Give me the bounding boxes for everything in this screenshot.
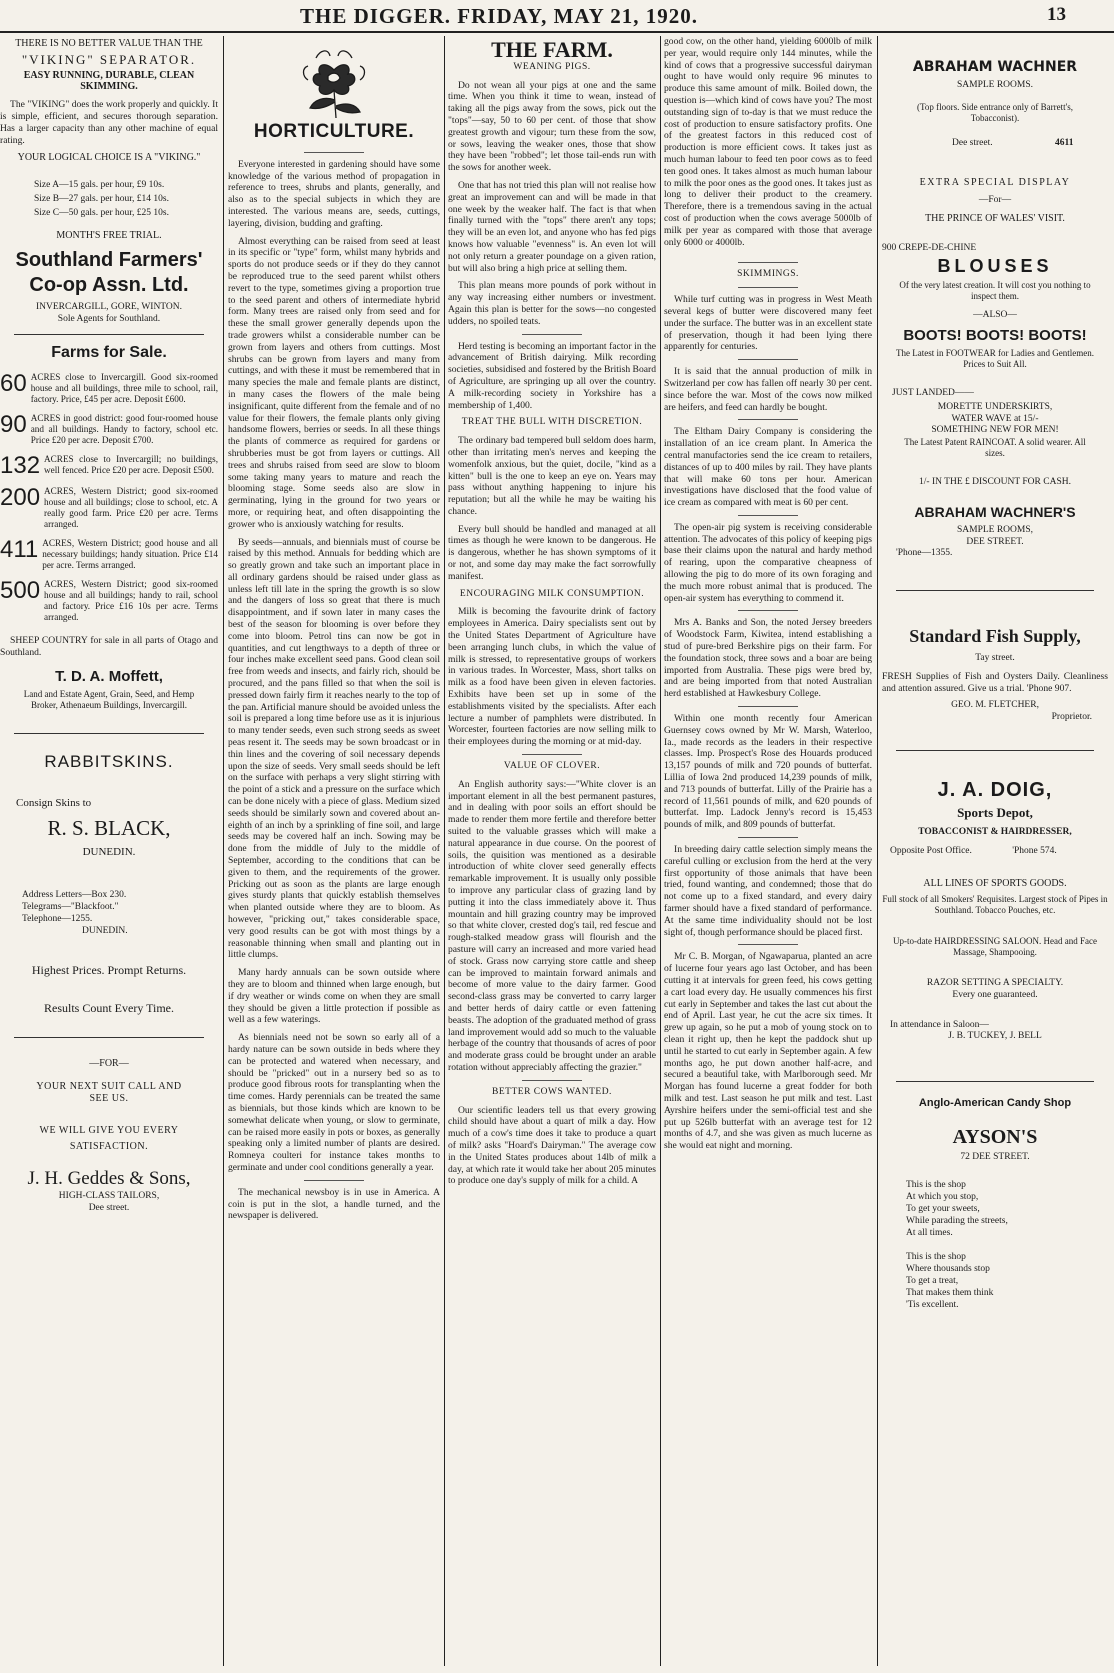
viking-ad bbox=[0, 38, 218, 326]
divider bbox=[896, 1081, 1094, 1082]
viking-size: Size A—15 gals. per hour, £9 10s. bbox=[34, 180, 165, 191]
farm-listing bbox=[0, 579, 218, 623]
doig-depot: Sports Depot, bbox=[957, 804, 1033, 820]
wachner-for: —For— bbox=[978, 195, 1012, 206]
column-3 bbox=[448, 36, 656, 1666]
aysons-verse1 bbox=[882, 1179, 1108, 1239]
aysons-verse-line: At all times. bbox=[906, 1228, 953, 1239]
page-number: 13 bbox=[1047, 4, 1066, 25]
divider bbox=[14, 733, 204, 734]
cows-heading: BETTER COWS WANTED. bbox=[492, 1086, 612, 1097]
rabbitskins-telephone: Telephone—1255. bbox=[22, 913, 93, 924]
column-rule bbox=[223, 36, 224, 1666]
column-rule bbox=[877, 36, 878, 1666]
fish-role: Proprietor. bbox=[1051, 712, 1092, 723]
rabbitskins-title: RABBITSKINS. bbox=[44, 751, 174, 771]
wachner-street2: DEE STREET. bbox=[966, 536, 1024, 547]
cows-continued-paragraph: good cow, on the other hand, yielding 6000lb of milk per year, would require only 144 minutes, while the kind of cows that a progressive successful dairyman ought to have would only require 96 minutes to produce this same amount of milk. Boiled down, the question is—which kind of cows have you? The most outstanding sign of to-day is that we must reduce the cost of production to ensure satisfactory profits. One of the greatest factors in this reduced cost of production is more efficient cows. It takes just as much human labour to feed ten poor cows as to feed ten good ones. It takes almost as much human labour to milk the poor ones as the good ones. It takes just as long to deliver their product to the creamery. Therefore, there is a tremendous saving in the actual cost of production when the cows average 5000lb of milk per year as compared with those that average only 6000 or 4000lb. bbox=[664, 36, 872, 248]
doig-opposite: Opposite Post Office. bbox=[890, 846, 972, 857]
farm-text: ACRES in good district: good four-roomed house and all buildings. Handy to factory, school etc. Price £20 per acre. Deposit £700. bbox=[30, 413, 218, 446]
divider bbox=[304, 1180, 364, 1181]
geddes-ad bbox=[0, 1058, 218, 1215]
farms-agent-name: T. D. A. Moffett, bbox=[55, 667, 163, 685]
farm-text: ACRES close to Invercargill; no buildings, well fenced. Price £20 per acre. Deposit £500. bbox=[44, 454, 218, 476]
wachner-extra: EXTRA SPECIAL DISPLAY bbox=[919, 177, 1071, 189]
divider bbox=[896, 590, 1094, 591]
divider bbox=[738, 419, 798, 420]
rabbitskins-city: DUNEDIN. bbox=[82, 846, 136, 859]
aysons-verse-line: Where thousands stop bbox=[906, 1264, 990, 1275]
farm-acres: 200 bbox=[0, 484, 41, 512]
skimmings-paragraph: While turf cutting was in progress in West Meath several kegs of butter were discovered many feet under the surface. The butter was in an excellent state of preservation, though it had been lying there apparently for centuries. bbox=[664, 294, 872, 353]
fish-name: Standard Fish Supply, bbox=[909, 626, 1081, 647]
aysons-verse-line: This is the shop bbox=[906, 1180, 966, 1191]
aysons-verse-line: At which you stop, bbox=[906, 1192, 979, 1203]
viking-size: Size C—50 gals. per hour, £25 10s. bbox=[34, 208, 169, 219]
divider bbox=[896, 750, 1094, 751]
rabbitskins-results: Results Count Every Time. bbox=[43, 1000, 174, 1015]
divider bbox=[522, 334, 582, 335]
rabbitskins-prices: Highest Prices. Prompt Returns. bbox=[31, 962, 187, 977]
divider bbox=[522, 1080, 582, 1081]
geddes-street: Dee street. bbox=[88, 1202, 130, 1213]
wachner-crepe: 900 CREPE-DE-CHINE bbox=[882, 242, 977, 253]
farms-agent-desc: Land and Estate Agent, Grain, Seed, and Hemp Broker, Athenaeum Buildings, Invercargill. bbox=[23, 688, 195, 710]
horticulture-paragraph: As biennials need not be sown so early all of a hardy nature can be sown outside in beds where they can be protected and watered when necessary, and should be "pricked" out in a nursery bed so as to produce good fibrous roots for transplanting when the time comes. Hardy perennials can be treated the same as biennials, but those kinds which are known to be somewhat delicate when young, or slow to germinate, can be raised more easily in pots or boxes, as generally speaking only a limited number of plants are desired. Romneya coulteri for instance takes months to germinate and under cool conditions generally a year. bbox=[228, 1032, 440, 1173]
farm-acres: 411 bbox=[0, 536, 39, 564]
divider bbox=[738, 515, 798, 516]
rabbitskins-telegrams: Telegrams—"Blackfoot." bbox=[22, 901, 119, 912]
horticulture-paragraph: Many hardy annuals can be sown outside where they are to bloom and thinned when large enough, but if dry weather or winds come on when they are small they should be given a little protection if possible as well as a few waterings. bbox=[228, 967, 440, 1026]
clover-heading: VALUE OF CLOVER. bbox=[503, 761, 601, 772]
divider bbox=[738, 706, 798, 707]
skimmings-paragraph: The Eltham Dairy Company is considering the installation of an ice cream plant. In America the central manufactories send the ice cream to retailers, distances of up to 400 miles by rail. They have plants that will make 60 tons per hour. American investigations have disclosed that the food value of ice cream as compared with meat is 60 per cent. bbox=[664, 426, 872, 509]
aysons-verse-line: While parading the streets, bbox=[906, 1216, 1008, 1227]
farm-text: ACRES, Western District; good six-roomed house and all buildings; handy to rail, school and factory. Price £16 10s per acre. Terms arranged. bbox=[44, 579, 218, 623]
wachner-also: —ALSO— bbox=[973, 310, 1017, 321]
weaning-paragraph: Do not wean all your pigs at one and the same time. When you think it time to wean, instead of taking all the pigs away from the sows, pick out the "tops"—say, 50 to 60 per cent. of those that show greatest growth and vigour; turn these from the sow, or sows, leaving the weaker ones, those that show they have been "robbed"; let those tail-ends run with the sows for another week. bbox=[448, 79, 656, 174]
viking-size: Size B—27 gals. per hour, £14 10s. bbox=[34, 194, 169, 205]
column-rule bbox=[444, 36, 445, 1666]
aysons-street: 72 DEE STREET. bbox=[960, 1151, 1030, 1162]
viking-tagline: EASY RUNNING, DURABLE, CLEAN SKIMMING. bbox=[23, 69, 195, 93]
wachner-discount: 1/- IN THE £ DISCOUNT FOR CASH. bbox=[919, 477, 1071, 488]
masthead-rule bbox=[0, 31, 1114, 33]
rabbitskins-city2: DUNEDIN. bbox=[82, 925, 128, 936]
skimmings-paragraph: It is said that the annual production of milk in Switzerland per cow has fallen off nearly 30 per cent. since before the war. Most of the cows now milked are heifers, and feed can hardly be bought. bbox=[664, 366, 872, 413]
column-2 bbox=[228, 36, 440, 1666]
rabbitskins-name: R. S. BLACK, bbox=[47, 816, 171, 841]
divider bbox=[14, 1037, 204, 1038]
milk-heading: ENCOURAGING MILK CONSUMPTION. bbox=[459, 588, 645, 599]
wachner-footwear: The Latest in FOOTWEAR for Ladies and Gentlemen. Prices to Suit All. bbox=[896, 347, 1094, 369]
skimmings-paragraph: In breeding dairy cattle selection simply means the careful culling or exclusion from the herd at the very first opportunity of those animals that have been tried, found wanting, and condemned; those that do not come up to a fixed standard, and every dairy farmer should have a fixed standard of performance. At the same time individuality should not be lost sight of, though performance should be placed first. bbox=[664, 844, 872, 938]
divider bbox=[738, 287, 798, 288]
viking-towns: INVERCARGILL, GORE, WINTON. bbox=[35, 301, 183, 312]
doig-razor: RAZOR SETTING A SPECIALTY. bbox=[926, 977, 1064, 988]
aysons-verse-line: That makes them think bbox=[906, 1288, 994, 1299]
doig-lines: ALL LINES OF SPORTS GOODS. bbox=[923, 878, 1067, 890]
farm-text: ACRES close to Invercargill. Good six-roomed house and all buildings, three mile to school, rail, factory. Price, £45 per acre. Deposit £600. bbox=[30, 372, 218, 405]
divider bbox=[14, 334, 204, 335]
fish-owner: GEO. M. FLETCHER, bbox=[951, 700, 1039, 711]
skimmings-paragraph: The open-air pig system is receiving considerable attention. The advocates of this policy of keeping pigs base their claims upon the natural and hardy method of rearing, upon the comparative cheapness of allowing the pig to do more of its own foraging and the much more robust animal that is produced. The open-air system has everything to commend it. bbox=[664, 521, 872, 604]
divider bbox=[738, 610, 798, 611]
viking-agents: Sole Agents for Southland. bbox=[57, 313, 161, 324]
wachner-landed: JUST LANDED—— bbox=[892, 387, 974, 398]
doig-trade: TOBACCONIST & HAIRDRESSER, bbox=[918, 826, 1072, 837]
divider bbox=[738, 262, 798, 263]
herd-testing-paragraph: Herd testing is becoming an important factor in the advancement of British dairying. Milk recording societies, subsidised and fostered by the British Board of Agriculture, are springing up all over the country. A milk-recording society in Yorkshire has a membership of 1,400. bbox=[448, 340, 656, 411]
divider bbox=[304, 152, 364, 153]
column-1 bbox=[0, 36, 218, 1666]
aysons-verse2 bbox=[882, 1251, 1108, 1311]
viking-line1: THERE IS NO BETTER VALUE THAN THE bbox=[15, 38, 203, 49]
newsboy-paragraph: The mechanical newsboy is in use in America. A coin is put in the slot, a handle turned, and the newspaper is delivered. bbox=[228, 1186, 440, 1222]
rose-illustration-icon bbox=[294, 40, 374, 120]
aysons-verse-line: To get your sweets, bbox=[906, 1204, 980, 1215]
doig-phone: 'Phone 574. bbox=[1012, 846, 1057, 857]
skimmings-paragraph: Within one month recently four American Guernsey cows owned by Mr W. Marsh, Waterloo, Ia., made records as the leaders in their respective classes. Imp. Prospect's Rose des Houards produced 13,157 pounds of milk and 720 pounds of butterfat. Lillia of Iowa 2nd produced 14,239 pounds of milk, and 713 pounds of butterfat. Lilly of the Prairie has a record of 11,561 pounds of milk, and 620 pounds of butterfat. Imp. Ladock Jenny's record is 15,453 pounds of milk, and 809 pounds of butterfat. bbox=[664, 713, 872, 831]
viking-body: The "VIKING" does the work properly and quickly. It is simple, efficient, and secures thorough separation. Has a larger capacity than any other machine of equal rating. bbox=[0, 99, 218, 146]
wachner-phone: 'Phone—1355. bbox=[896, 548, 953, 559]
wachner-blouses: BLOUSES bbox=[937, 255, 1053, 276]
fish-street: Tay street. bbox=[975, 652, 1015, 663]
doig-ad bbox=[882, 778, 1108, 1043]
column-5 bbox=[882, 36, 1108, 1666]
rabbitskins-ad bbox=[0, 751, 218, 1015]
weaning-paragraph: This plan means more pounds of pork without in any way increasing either numbers or investment. Again this plan is better for the sows—no congested udders, no spoiled teats. bbox=[448, 280, 656, 327]
fish-body: FRESH Supplies of Fish and Oysters Daily. Cleanliness and attention assured. Give us a trial. 'Phone 907. bbox=[882, 670, 1108, 694]
viking-name: "VIKING" SEPARATOR. bbox=[21, 51, 197, 67]
doig-attend: In attendance in Saloon— bbox=[890, 1019, 989, 1030]
farm-title: THE FARM. bbox=[491, 37, 613, 62]
masthead bbox=[0, 0, 1114, 30]
farms-ad bbox=[0, 343, 218, 711]
farm-listing bbox=[0, 454, 218, 478]
bull-paragraph: Every bull should be handled and managed at all times as though he were known to be dangerous. He is dangerous, whether he has shown symptoms of it or not, and some day may make the fact sorrowfully manifest. bbox=[448, 523, 656, 582]
farm-listing bbox=[0, 372, 218, 405]
wachner-name2: ABRAHAM WACHNER'S bbox=[914, 503, 1076, 520]
horticulture-paragraph: Everyone interested in gardening should have some knowledge of the various method of propagation in reference to trees, shrubs and plants, generally, and also as to the special subjects in which they are interested. The various means are, seeds, cuttings, layering, division, budding and grafting. bbox=[228, 158, 440, 229]
viking-sizes bbox=[0, 178, 218, 220]
wachner-visit: THE PRINCE OF WALES' VISIT. bbox=[925, 212, 1065, 224]
column-rule bbox=[660, 36, 661, 1666]
horticulture-title: HORTICULTURE. bbox=[253, 121, 415, 142]
aysons-verse-line: 'Tis excellent. bbox=[906, 1300, 959, 1311]
wachner-boots: BOOTS! BOOTS! BOOTS! bbox=[903, 327, 1087, 345]
wachner-water: WATER WAVE at 15/- bbox=[951, 413, 1039, 424]
farm-text: ACRES, Western District; good six-roomed house and all buildings; close to school, etc. A really good farm. Price £20 per acre. Terms arranged. bbox=[44, 486, 218, 530]
clover-paragraph: An English authority says:—"White clover is an important element in all the best permanent pastures, and in dealing with poor soils an effort should be made to render them more fertile and therefore better suited to the valuable grasses which will make a natural appearance in due course. On the poorest of soils, the quisition was mentioned as a desirable introduction of white clover seed generally effects remarkable improvement. It is usually only possible to improve any particular class of grazing land by putting it into the class immediately above it. Thus mountain and hill grazing country may be improved so that white clover, crested dog's tail, red fescue and rough-stalked meadow grass will flourish and the pasture will carry an increased and more varied head of stock. Grass now carrying store cattle and sheep can be improved to maintain forward animals and become of more value to the dairy farmer. Good second-class grass may be converted to carry larger and better herds of dairy cattle or even fattening beasts. The adoption of the graduated method of grass land improvement would add so much to the valuable herbage of the country that thousands of acres of poor and moderate grass could be brought under an arable rotation without appreciably affecting the grazier." bbox=[448, 778, 656, 1073]
wachner-code: 4611 bbox=[1055, 137, 1074, 148]
wachner-raincoat: The Latest Patent RAINCOAT. A solid wearer. All sizes. bbox=[904, 437, 1086, 459]
divider bbox=[738, 359, 798, 360]
farm-listing bbox=[0, 538, 218, 571]
bull-paragraph: The ordinary bad tempered bull seldom does harm, other than irritating men's nerves and keeping the womenfolk anxious, but the quiet, docile, "kind as a kitten" bull is the one to keep an eye on. Years may pass without anything happening to injure his reputation; but all the while he may be waiting his chance. bbox=[448, 435, 656, 517]
geddes-desc: HIGH-CLASS TAILORS, bbox=[58, 1190, 160, 1201]
skimmings-paragraph: Mrs A. Banks and Son, the noted Jersey breeders of Woodstock Farm, Kiwitea, intend establishing a stud of pure-bred Berkshire pigs on their farm. For the foundation stock, three sows and a boar are being imported from Australia. These pigs were bred by, and are being imported from that noted Australian herd established at Hawkesbury College. bbox=[664, 617, 872, 700]
rabbitskins-consign: Consign Skins to bbox=[16, 796, 92, 809]
doig-names: J. B. TUCKEY, J. BELL bbox=[948, 1031, 1042, 1042]
doig-every: Every one guaranteed. bbox=[952, 989, 1038, 1000]
farm-listing bbox=[0, 413, 218, 446]
fish-ad bbox=[882, 626, 1108, 724]
doig-hair: Up-to-date HAIRDRESSING SALOON. Head and Face Massage, Shampooing. bbox=[893, 935, 1097, 957]
horticulture-paragraph: Almost everything can be raised from seed at least in its specific or "type" form, whilst many hybrids and sports do not produce seeds or if they do they cannot be reproduced true to the seed parent whilst others revert to the type, sometimes giving a proportion true to the seed parent and others of intermediate hybrid form. Many trees are raised only from seed and for these the small grower generally depends upon the trade growers whilst a considerable number can be grown from layers and others from cuttings. Most shrubs can be grown from layers and many from cuttings, and with these it must be remembered that in many species the male and female plants are distinct, in many cases the flowers of the male being insignificant, quite different from the female and of no value for their flowers, the female plants only giving handsome flowers, berries or seeds. In all these things the plants of commerce as required for gardens or shrubberies must be got from layers or cuttings. All trees and shrubs raised from seed are slow to bloom some taking many years to mature and reach the blooming stage. Some seeds also are slow in germinating, lying in the ground for two years or more, or requiring heat, and often disappointing the grower who is anxiously watching for results. bbox=[228, 235, 440, 530]
aysons-verse-line: This is the shop bbox=[906, 1252, 966, 1263]
viking-company: Southland Farmers' Co-op Assn. Ltd. bbox=[15, 248, 203, 296]
skimmings-paragraph: Mr C. B. Morgan, of Ngawaparua, planted an acre of lucerne four years ago last October, and has been cutting it at intervals for green feed, his cows getting a cart load every day. He usually commences his first cut early in September and takes the last cut about the end of April. Last year, he cut the acre six times. It grew up again, so he put a mob of young stock on to clean it right up, then he kept the paddock shut up until he started to cut early in September again. A few months ago, he put down another half-acre, and secured a beautiful take, with Marlborough seed. Mr Morgan has found lucerne a great fodder for both milk and test. Last season he put milk and test. Last Ayrshire heifers under the semi-official test and she put up 526lb butterfat with an average test for 12 months of 4.7, and she was given as much lucerne as she would eat night and morning. bbox=[664, 951, 872, 1152]
geddes-suit: YOUR NEXT SUIT CALL AND SEE US. bbox=[36, 1081, 182, 1105]
aysons-verse-line: To get a treat, bbox=[906, 1276, 959, 1287]
farm-acres: 90 bbox=[0, 411, 27, 439]
wachner-rooms: SAMPLE ROOMS. bbox=[956, 79, 1034, 90]
wachner-latest: Of the very latest creation. It will cost you nothing to inspect them. bbox=[899, 280, 1091, 302]
wachner-ad bbox=[882, 59, 1108, 560]
milk-paragraph: Milk is becoming the favourite drink of factory employees in America. Dairy specialists sent out by the United States Department of Agriculture have been arranging lunch clubs, in which the value of milk is stressed, to representative groups of workers in various trades. In Worcester, Mass, short talks on milk as a food have been given in eleven factories. Exhibits have been set up in some of the establishments visited by the specialists. After each lecture a number of pamphlets were distributed. In Worcester, fourteen factories are now selling milk to their employees during the morning or at mid-day. bbox=[448, 606, 656, 748]
wachner-floors: (Top floors. Side entrance only of Barrett's, Tobacconist). bbox=[917, 101, 1073, 123]
wachner-street: Dee street. bbox=[952, 137, 993, 148]
farms-title: Farms for Sale. bbox=[51, 343, 167, 361]
farm-acres: 132 bbox=[0, 452, 41, 480]
geddes-name: J. H. Geddes & Sons, bbox=[27, 1167, 191, 1189]
viking-choice: YOUR LOGICAL CHOICE IS A "VIKING." bbox=[17, 152, 201, 164]
divider bbox=[738, 837, 798, 838]
masthead-title: THE DIGGER. FRIDAY, MAY 21, 1920. bbox=[300, 4, 699, 28]
horticulture-paragraph: By seeds—annuals, and biennials must of course be raised by this method. Annuals for bedding which are so greatly grown and take such an important place in all ordinary gardens should be raised under glass as unless left till late in the spring the growth is so slow and the dangers of loss so great that there is much disappointment, and if sown later in many cases the best of the season for blooming is over before they come into bloom. Petrol tins can now be got in quantities, and cut lengthways to a depth of three or four inches make excellent seed pans. Good clean soil free from weeds and insects, and fairly rich, should be procured, and the pans filled so that when the soil is pressed down fairly firm it reaches nearly to the top of the pan. Artificial manure should be avoided unless the soil is prepared a long time before use as it is injurious to many tender seeds, even such strong seeds as sweet peas resent it. The seeds may be sown broadcast or in thin lines and the covering of soil necessary depends upon the size of seeds. Very small seeds should be left on the surface with perhaps a very slight stirring with the point of a stick and a pressure on the surface which can be done nicely with a piece of glass. Medium sized seeds should be similarly sown and covered about an-eighth of an inch by a sprinkling of fine soil, and large seeds may be covered half an inch. Sowing may be done from the middle of July to the middle of September, according to the conditions that can be given to them, and the requirements of the grower. Pricking out as soon as the plants are large enough gives sturdy plants that quickly establish themselves when planted outside where they are to bloom. As however, "pricking out," takes considerable space, very good results can be got with most things by a reasonable thinning when small and planting out in little clumps. bbox=[228, 536, 440, 961]
aysons-name: AYSON'S bbox=[952, 1125, 1038, 1148]
wachner-morette: MORETTE UNDERSKIRTS, bbox=[937, 401, 1053, 412]
geddes-for: —FOR— bbox=[89, 1057, 129, 1069]
doig-smokers: Full stock of all Smokers' Requisites. Largest stock of Pipes in Southland. Tobacco Pouches, etc. bbox=[882, 893, 1108, 915]
skimmings-heading: SKIMMINGS. bbox=[737, 269, 799, 280]
geddes-give: WE WILL GIVE YOU EVERY SATISFACTION. bbox=[39, 1124, 179, 1152]
wachner-name: ABRAHAM WACHNER bbox=[912, 59, 1078, 75]
divider bbox=[522, 754, 582, 755]
farm-acres: 60 bbox=[0, 370, 27, 398]
weaning-paragraph: One that has not tried this plan will not realise how great an improvement can and will be made in that one week by the weaker half. The fact is that when finally turned with the "tops" there aren't any tops; they will be an even lot, and anyone who has fed pigs knows how valuable "evenness" is. An even lot will not only return a greater poundage on a given ration, but will also bring a high price at selling them. bbox=[448, 179, 656, 274]
wachner-something: SOMETHING NEW FOR MEN! bbox=[931, 425, 1059, 436]
rabbitskins-contact bbox=[0, 889, 218, 937]
aysons-shop: Anglo-American Candy Shop bbox=[918, 1097, 1072, 1110]
column-4 bbox=[664, 36, 872, 1666]
farms-sheep: SHEEP COUNTRY for sale in all parts of Otago and Southland. bbox=[0, 635, 218, 659]
rabbitskins-address: Address Letters—Box 230. bbox=[22, 889, 127, 900]
viking-trial: MONTH'S FREE TRIAL. bbox=[56, 230, 162, 242]
bull-heading: TREAT THE BULL WITH DISCRETION. bbox=[461, 417, 643, 428]
divider bbox=[738, 944, 798, 945]
cows-paragraph: Our scientific leaders tell us that every growing child should have about a quart of milk a day. How much of a cow's time does it take to produce a quart of milk? asks "Hoard's Dairyman." The average cow in the United States produces about 14lb of milk a day, at which rate it would take her about 205 minutes to produce one day's supply of milk for a child. A bbox=[448, 1104, 656, 1187]
farm-acres: 500 bbox=[0, 577, 41, 605]
aysons-ad bbox=[882, 1098, 1108, 1311]
wachner-rooms2: SAMPLE ROOMS, bbox=[956, 524, 1034, 535]
farm-text: ACRES, Western District; good house and all necessary buildings; handy situation. Price £14 per acre. Terms arranged. bbox=[42, 538, 218, 571]
weaning-heading: WEANING PIGS. bbox=[513, 61, 591, 72]
doig-name: J. A. DOIG, bbox=[937, 778, 1053, 801]
farm-listing bbox=[0, 486, 218, 530]
